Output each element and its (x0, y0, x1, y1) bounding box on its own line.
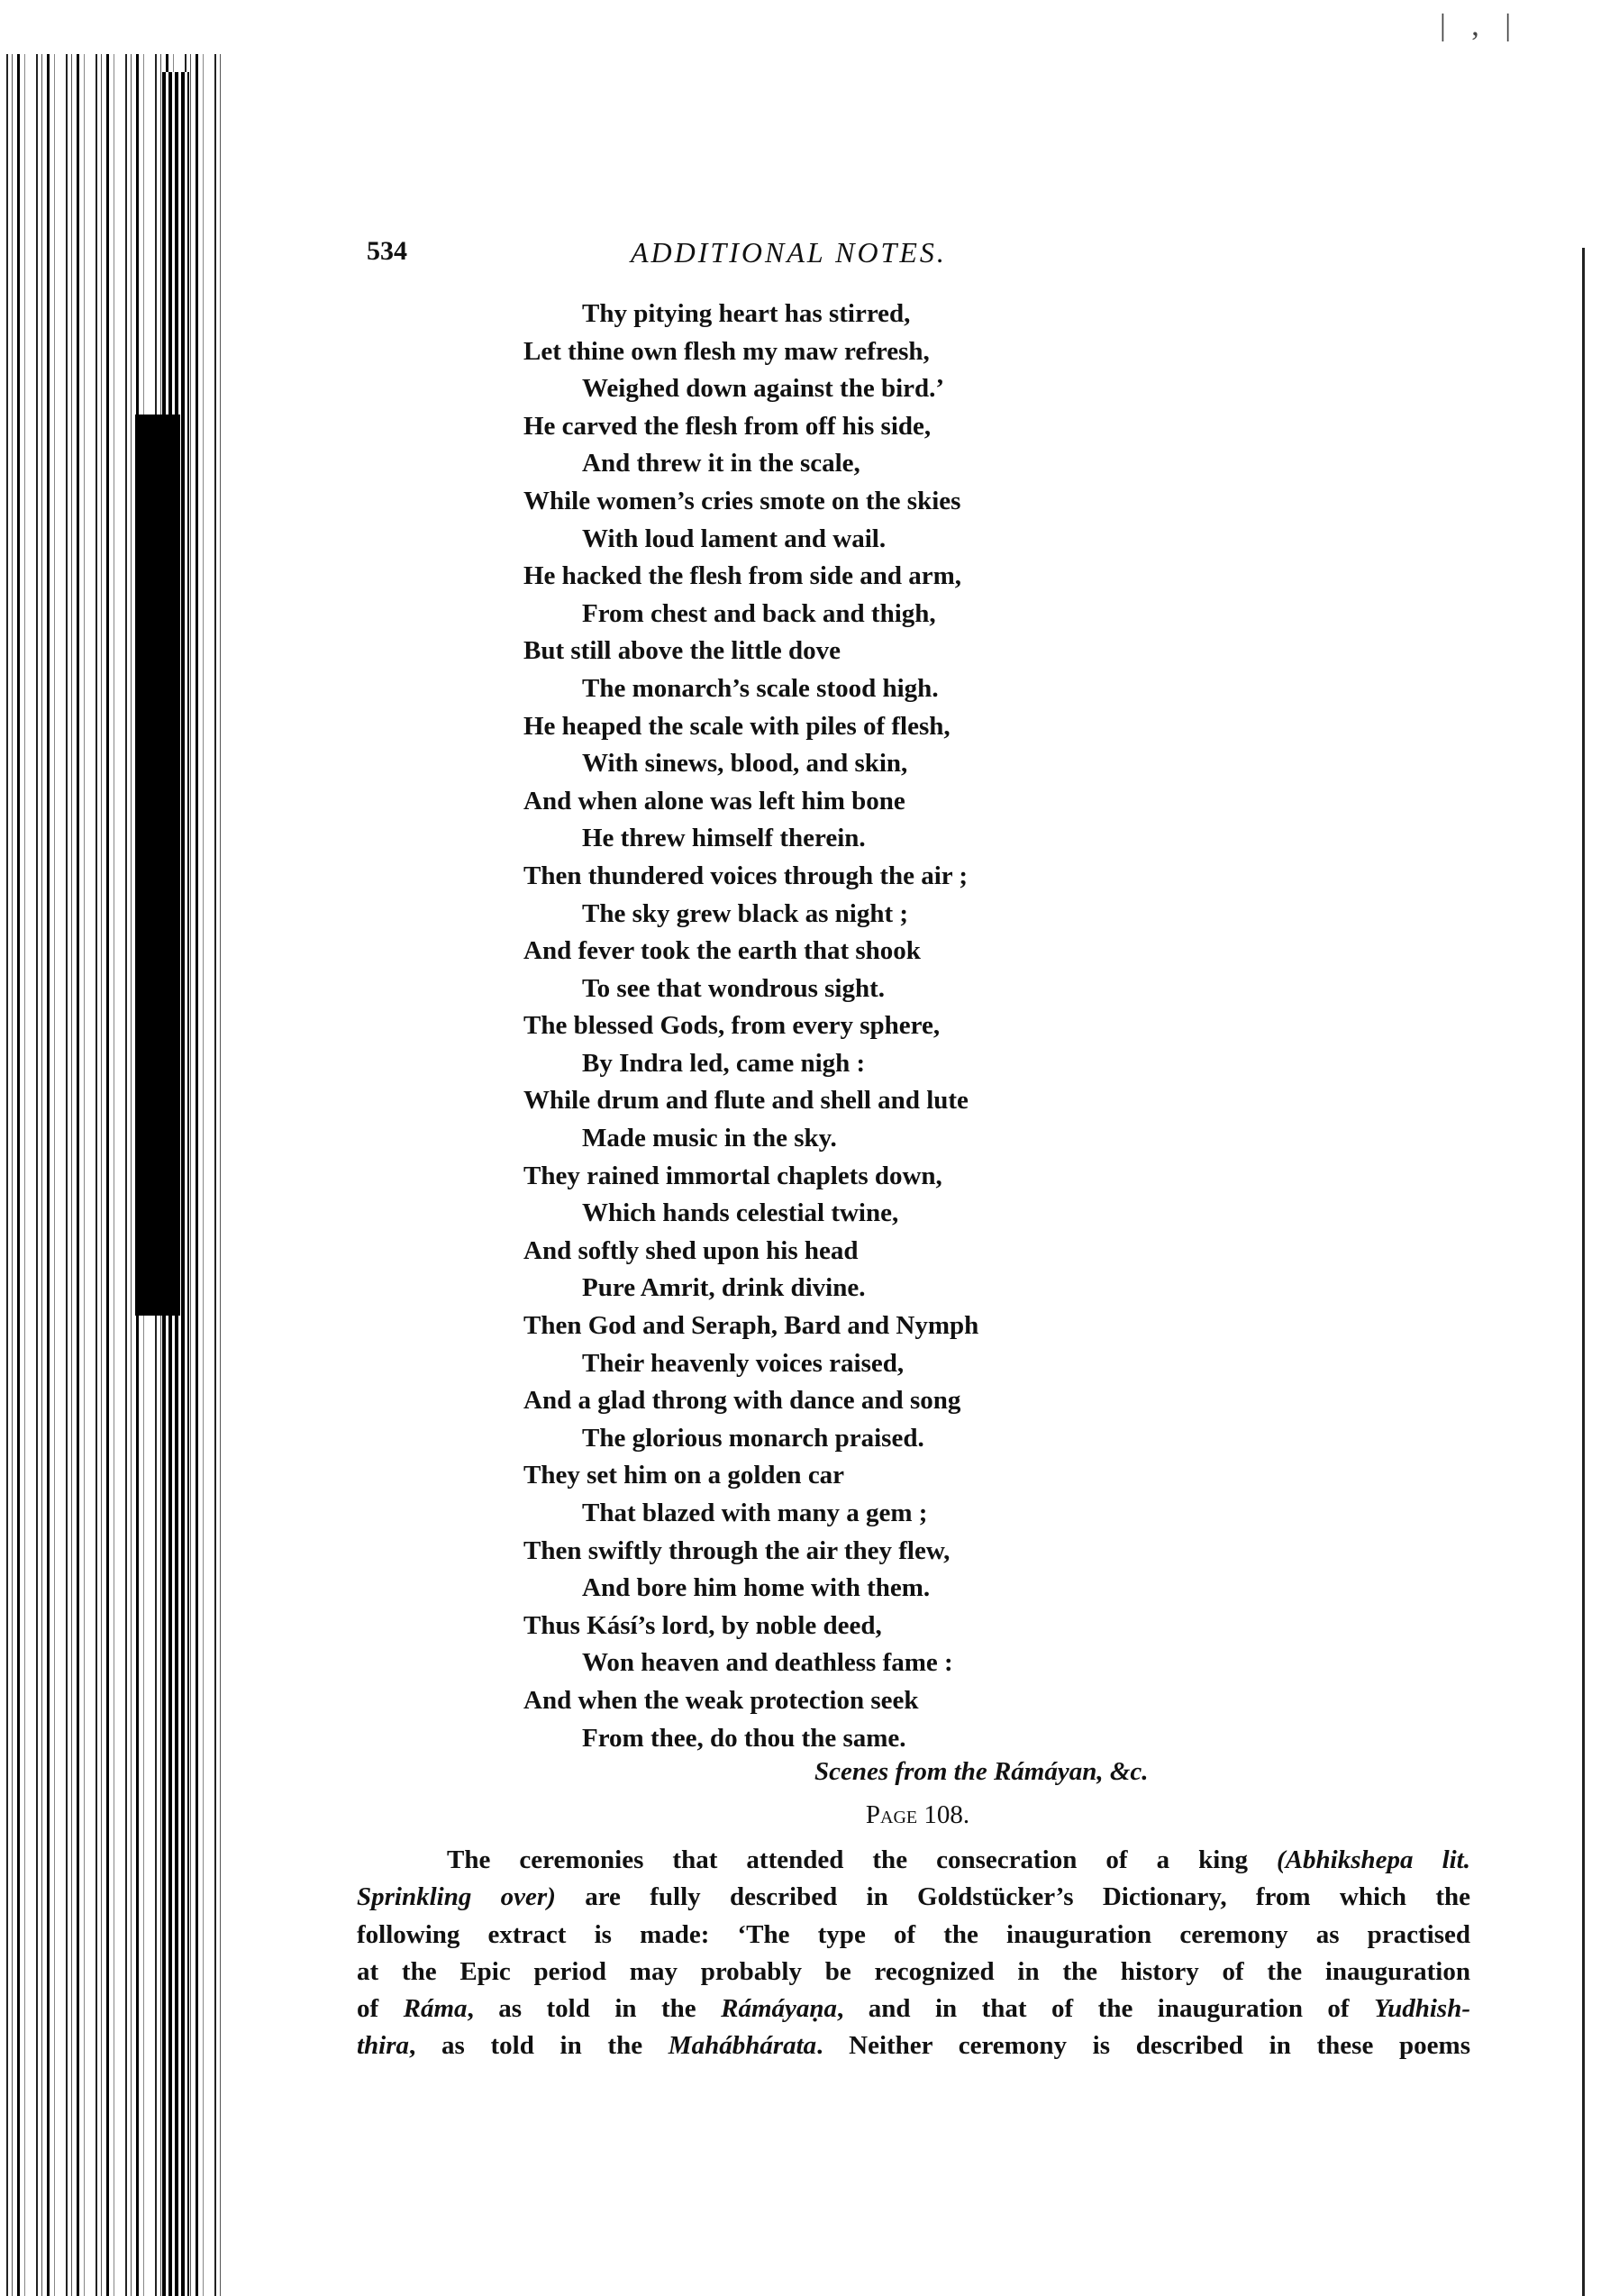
poem-line: The glorious monarch praised. (582, 1423, 924, 1453)
poem-line: While women’s cries smote on the skies (523, 486, 961, 515)
prose-line (357, 1917, 1470, 1954)
italic-text: Yudhish- (1374, 1994, 1470, 2024)
poem-line: Thus Kásí’s lord, by noble deed, (523, 1610, 882, 1640)
poem-line: Let thine own flesh my maw refresh, (523, 336, 930, 366)
poem-line: To see that wondrous sight. (582, 973, 885, 1003)
poem-line: He threw himself therein. (582, 824, 866, 853)
poem-line: While drum and flute and shell and lute (523, 1086, 969, 1116)
prose-paragraph (357, 1842, 1470, 2065)
poem-line: He carved the flesh from off his side, (523, 411, 932, 441)
poem-line: And bore him home with them. (582, 1573, 931, 1603)
prose-line (357, 1954, 1470, 1991)
poem-line: And when the weak protection seek (523, 1685, 919, 1715)
poem-line: Won heaven and deathless fame : (582, 1648, 953, 1678)
poem-line: Which hands celestial twine, (582, 1198, 899, 1228)
book-page-edges (0, 54, 225, 2296)
text-run: , as told in the (409, 2031, 669, 2061)
poem-line: With loud lament and wail. (582, 524, 887, 553)
section-heading-page-reference: Page 108. (865, 1800, 970, 1829)
page-number: 534 (367, 236, 407, 266)
text-run: , as told in the (467, 1994, 722, 2024)
poem-attribution: Scenes from the Rámáyan, &c. (814, 1757, 1149, 1786)
running-title: ADDITIONAL NOTES. (631, 236, 947, 269)
poem-line: Then swiftly through the air they flew, (523, 1535, 951, 1565)
italic-text: (Abhikshepa lit. (1277, 1845, 1470, 1874)
poem-line: And a glad throng with dance and song (523, 1386, 961, 1416)
italic-text: thira (357, 2031, 410, 2061)
poem-line: The monarch’s scale stood high. (582, 673, 939, 703)
poem-line: Thy pitying heart has stirred, (582, 299, 911, 328)
book-page-edges-dark-band (135, 415, 180, 1316)
poem (523, 296, 978, 1757)
poem-line: And threw it in the scale, (582, 449, 860, 478)
prose-line (357, 1991, 1470, 2027)
italic-text: Ráma (403, 1994, 468, 2024)
prose-line (357, 1879, 1470, 1916)
poem-line: They set him on a golden car (523, 1461, 845, 1490)
text-run: The ceremonies that attended the consecration of a king (447, 1845, 1278, 1874)
poem-line: The blessed Gods, from every sphere, (523, 1011, 941, 1041)
text-run: of (357, 1994, 404, 2024)
poem-line: With sinews, blood, and skin, (582, 749, 908, 779)
poem-line: They rained immortal chaplets down, (523, 1161, 942, 1190)
poem-line: He heaped the scale with piles of flesh, (523, 711, 951, 741)
poem-line: Weighed down against the bird.’ (582, 374, 945, 404)
text-run: following extract is made: ‘The type of the inauguration ceremony as practised (357, 1919, 1470, 1949)
text-run: . Neither ceremony is described in these poems (816, 2031, 1470, 2061)
italic-text: Mahábhárata (668, 2031, 817, 2061)
page-right-edge-line (1582, 248, 1585, 2296)
prose-line (357, 1842, 1470, 1879)
prose-line (357, 2027, 1470, 2064)
poem-line: By Indra led, came nigh : (582, 1048, 866, 1078)
poem-line: But still above the little dove (523, 636, 841, 666)
poem-line: And when alone was left him bone (523, 786, 905, 815)
corner-mark: | , | (1440, 9, 1521, 42)
poem-line: Then God and Seraph, Bard and Nymph (523, 1311, 979, 1341)
poem-line: Their heavenly voices raised, (582, 1348, 905, 1378)
poem-line: Pure Amrit, drink divine. (582, 1273, 866, 1303)
italic-text: Rámáyaṇa (721, 1994, 838, 2024)
italic-text: Sprinkling over) (357, 1882, 556, 1912)
text-run: are fully described in Goldstücker’s Dictionary, from which the (555, 1882, 1471, 1912)
poem-line: And fever took the earth that shook (523, 936, 921, 966)
poem-line: Made music in the sky. (582, 1124, 837, 1153)
text-run: , and in that of the inauguration of (837, 1994, 1375, 2024)
poem-line: He hacked the flesh from side and arm, (523, 561, 962, 591)
poem-line: From chest and back and thigh, (582, 598, 936, 628)
poem-line: The sky grew black as night ; (582, 898, 909, 928)
poem-line: Then thundered voices through the air ; (523, 861, 969, 890)
poem-line: And softly shed upon his head (523, 1235, 859, 1265)
text-run: at the Epic period may probably be recognized in the history of the inauguration (357, 1956, 1470, 1986)
poem-line: From thee, do thou the same. (582, 1723, 906, 1753)
poem-line: That blazed with many a gem ; (582, 1499, 928, 1527)
